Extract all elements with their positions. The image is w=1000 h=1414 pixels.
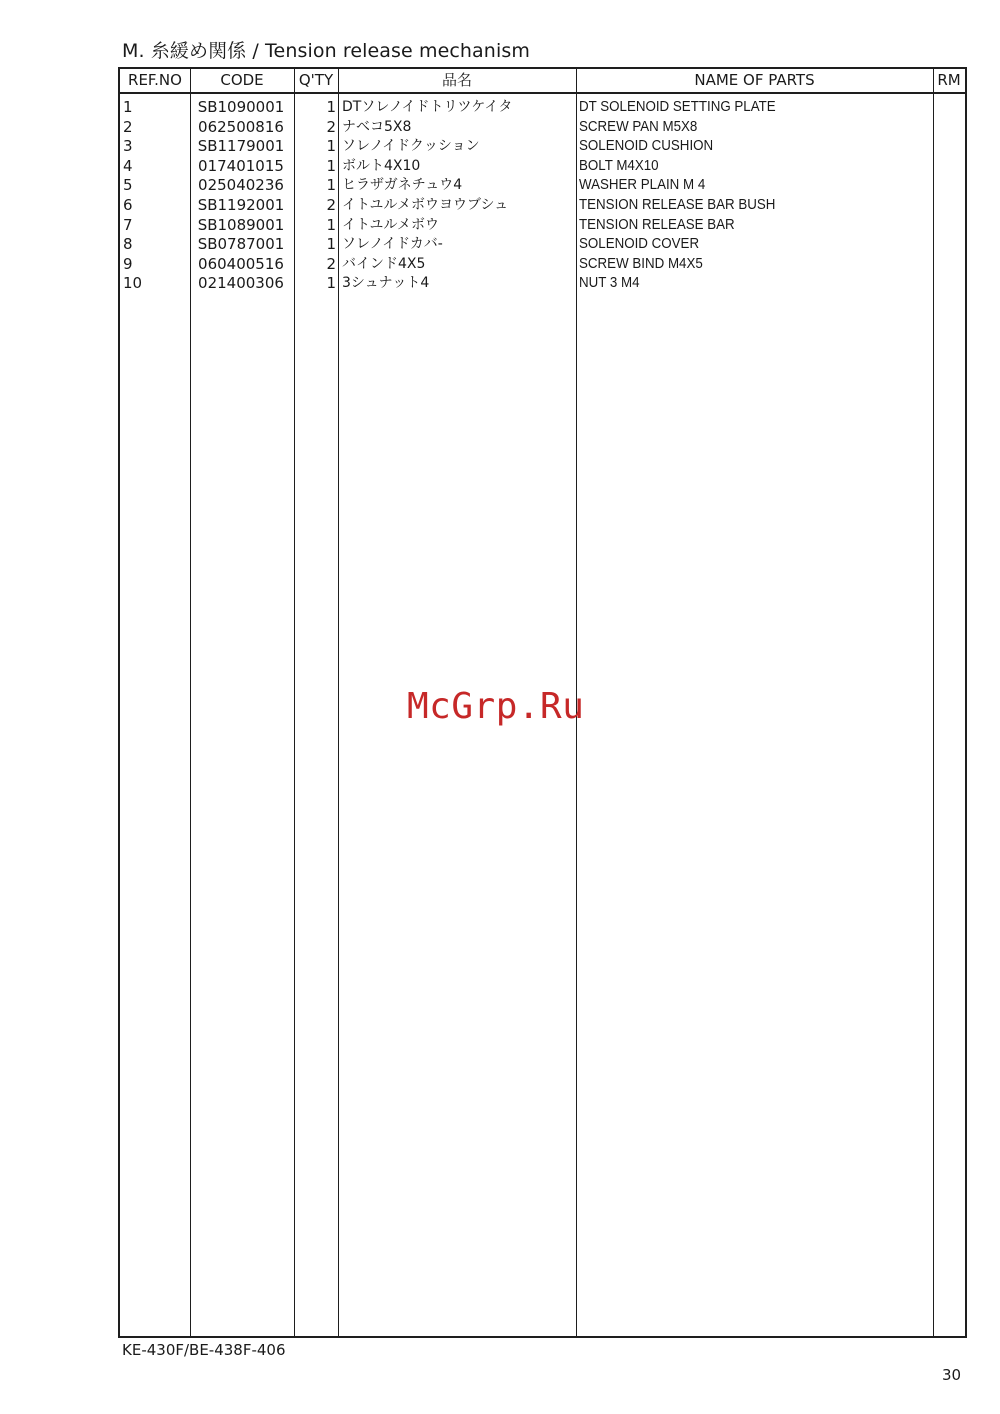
- code-cell: SB1179001: [197, 137, 285, 156]
- table-row: [120, 176, 965, 196]
- table-header: [120, 69, 965, 94]
- code-cell: 021400306: [198, 274, 284, 293]
- ref-no-cell: 1: [123, 98, 133, 116]
- part-name-cell: SCREW PAN M5X8: [579, 118, 698, 135]
- qty-cell: 1: [326, 235, 336, 254]
- table-body: [120, 98, 965, 294]
- code-cell: 062500816: [198, 117, 284, 136]
- page-number: 30: [942, 1366, 962, 1384]
- ref-no-cell: 5: [123, 176, 133, 195]
- header-jp-name: 品名: [441, 71, 472, 89]
- jp-name-cell: ヒラザガネチュウ4: [342, 177, 463, 194]
- jp-name-cell: 3シュナット4: [342, 275, 430, 292]
- jp-name-cell: ボルト4X10: [342, 157, 421, 174]
- ref-no-cell: 3: [123, 137, 133, 156]
- code-cell: SB1089001: [197, 215, 285, 234]
- qty-cell: 1: [326, 215, 336, 234]
- header-rm: RM: [937, 71, 961, 89]
- table-row: [120, 157, 965, 177]
- ref-no-cell: 10: [123, 274, 143, 293]
- code-cell: 025040236: [198, 176, 284, 195]
- part-name-cell: NUT 3 M4: [579, 275, 640, 292]
- part-name-cell: SOLENOID CUSHION: [579, 138, 714, 155]
- jp-name-cell: バインド4X5: [342, 255, 426, 272]
- qty-cell: 2: [326, 254, 336, 273]
- ref-no-cell: 6: [123, 195, 133, 214]
- part-name-cell: WASHER PLAIN M 4: [579, 177, 706, 194]
- qty-cell: 1: [326, 274, 336, 293]
- code-cell: 017401015: [198, 156, 284, 175]
- ref-no-cell: 4: [123, 156, 133, 175]
- header-name-of-parts: NAME OF PARTS: [694, 71, 815, 89]
- table-row: [120, 235, 965, 255]
- part-name-cell: TENSION RELEASE BAR: [579, 216, 735, 233]
- code-cell: SB1192001: [197, 195, 285, 214]
- table-row: [120, 216, 965, 236]
- ref-no-cell: 8: [123, 235, 133, 254]
- part-name-cell: TENSION RELEASE BAR BUSH: [579, 196, 776, 213]
- code-cell: SB1090001: [197, 98, 285, 116]
- jp-name-cell: イトユルメボウヨウブシュ: [342, 196, 509, 213]
- table-row: [120, 118, 965, 138]
- ref-no-cell: 9: [123, 254, 133, 273]
- jp-name-cell: DTソレノイドトリツケイタ: [342, 99, 513, 115]
- jp-name-cell: イトユルメボウ: [342, 216, 440, 233]
- qty-cell: 2: [326, 117, 336, 136]
- jp-name-cell: ソレノイドカバ-: [342, 236, 443, 253]
- table-row: [120, 98, 965, 118]
- watermark-text: McGrp.Ru: [407, 686, 585, 727]
- part-name-cell: SCREW BIND M4X5: [579, 255, 703, 272]
- qty-cell: 1: [326, 176, 336, 195]
- qty-cell: 1: [326, 156, 336, 175]
- part-name-cell: BOLT M4X10: [579, 157, 659, 174]
- part-name-cell: SOLENOID COVER: [579, 236, 700, 253]
- qty-cell: 2: [326, 195, 336, 214]
- footer-model-number: KE-430F/BE-438F-406: [122, 1341, 286, 1359]
- header-qty: Q'TY: [298, 71, 334, 89]
- header-code: CODE: [220, 71, 264, 89]
- jp-name-cell: ソレノイドクッション: [342, 138, 480, 155]
- table-row: [120, 137, 965, 157]
- part-name-cell: DT SOLENOID SETTING PLATE: [579, 99, 776, 115]
- code-cell: 060400516: [198, 254, 284, 273]
- ref-no-cell: 2: [123, 117, 133, 136]
- header-ref-no: REF.NO: [128, 71, 182, 89]
- ref-no-cell: 7: [123, 215, 133, 234]
- table-row: [120, 255, 965, 275]
- page-title: M. 糸緩め関係 / Tension release mechanism: [122, 40, 530, 62]
- jp-name-cell: ナベコ5X8: [342, 118, 412, 135]
- code-cell: SB0787001: [197, 235, 285, 254]
- table-row: [120, 196, 965, 216]
- qty-cell: 1: [326, 98, 336, 116]
- table-row: [120, 274, 965, 294]
- qty-cell: 1: [326, 137, 336, 156]
